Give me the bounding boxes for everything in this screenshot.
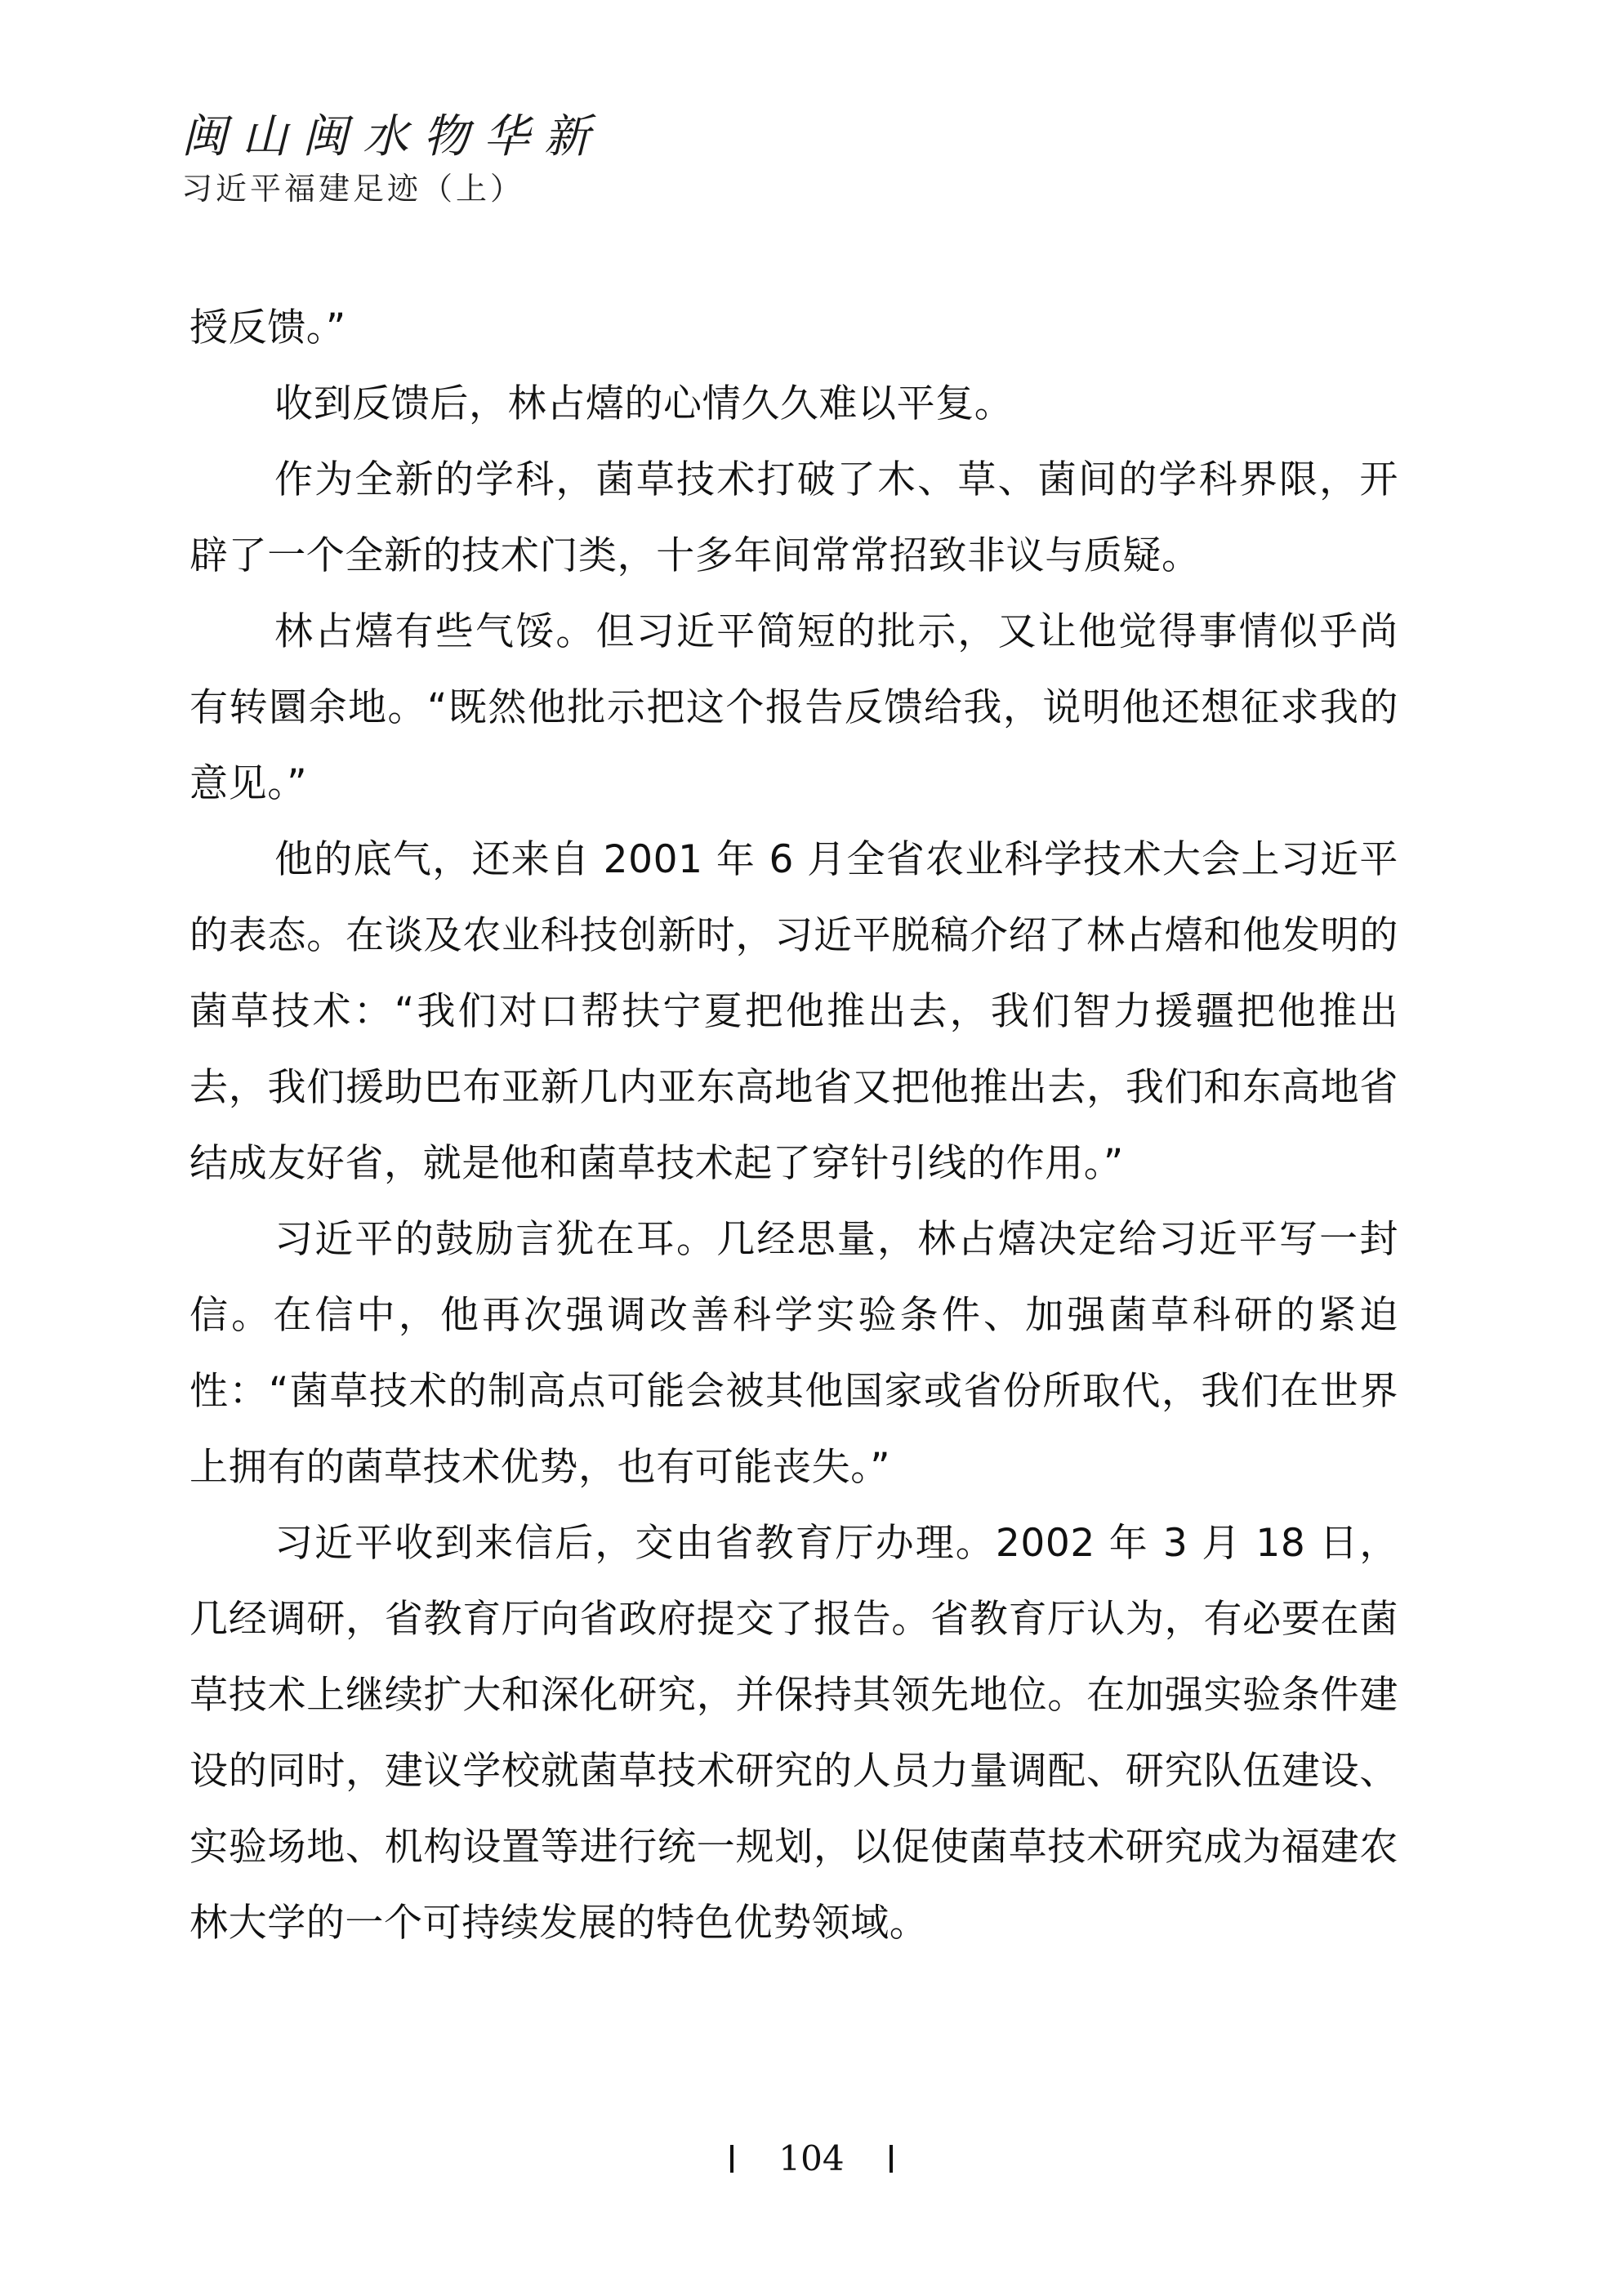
running-head — [181, 108, 1488, 211]
footer-divider-right — [890, 2145, 893, 2173]
book-title: 闽山闽水物华新 — [181, 110, 604, 163]
paragraph: 作为全新的学科，菌草技术打破了木、草、菌间的学科界限，开辟了一个全新的技术门类，十多年间常常招致非议与质疑。 — [189, 457, 1398, 578]
footer-divider-left — [730, 2145, 733, 2173]
book-subtitle: 习近平福建足迹（上） — [181, 171, 525, 207]
paragraph-continuation: 授反馈。” — [189, 305, 346, 350]
paragraph: 习近平收到来信后，交由省教育厅办理。2002 年 3 月 18 日，几经调研，省教育厅向省政府提交了报告。省教育厅认为，有必要在菌草技术上继续扩大和深化研究，并保持其领先地位。在加强实验条件建设的同时，建议学校就菌草技术研究的人员力量调配、研究队伍建设、实验场地、机构设置等进行统一规划，以促使菌草技术研究成为福建农林大学的一个可持续发展的特色优势领域。 — [189, 1521, 1398, 1946]
paragraph: 林占熺有些气馁。但习近平简短的批示，又让他觉得事情似乎尚有转圜余地。“既然他批示把这个报告反馈给我，说明他还想征求我的意见。” — [189, 609, 1398, 806]
paragraph: 收到反馈后，林占熺的心情久久难以平复。 — [274, 381, 1014, 426]
paragraph: 习近平的鼓励言犹在耳。几经思量，林占熺决定给习近平写一封信。在信中，他再次强调改善科学实验条件、加强菌草科研的紧迫性：“菌草技术的制高点可能会被其他国家或省份所取代，我们在世界上拥有的菌草技术优势，也有可能丧失。” — [189, 1217, 1398, 1490]
page-number: 104 — [778, 2138, 845, 2178]
paragraph: 他的底气，还来自 2001 年 6 月全省农业科学技术大会上习近平的表态。在谈及农业科技创新时，习近平脱稿介绍了林占熺和他发明的菌草技术：“我们对口帮扶宁夏把他推出去，我们智力援疆把他推出去，我们援助巴布亚新几内亚东高地省又把他推出去，我们和东高地省结成友好省，就是他和菌草技术起了穿针引线的作用。” — [189, 837, 1398, 1186]
page-footer — [0, 2132, 1623, 2183]
body-text — [189, 290, 1398, 1961]
